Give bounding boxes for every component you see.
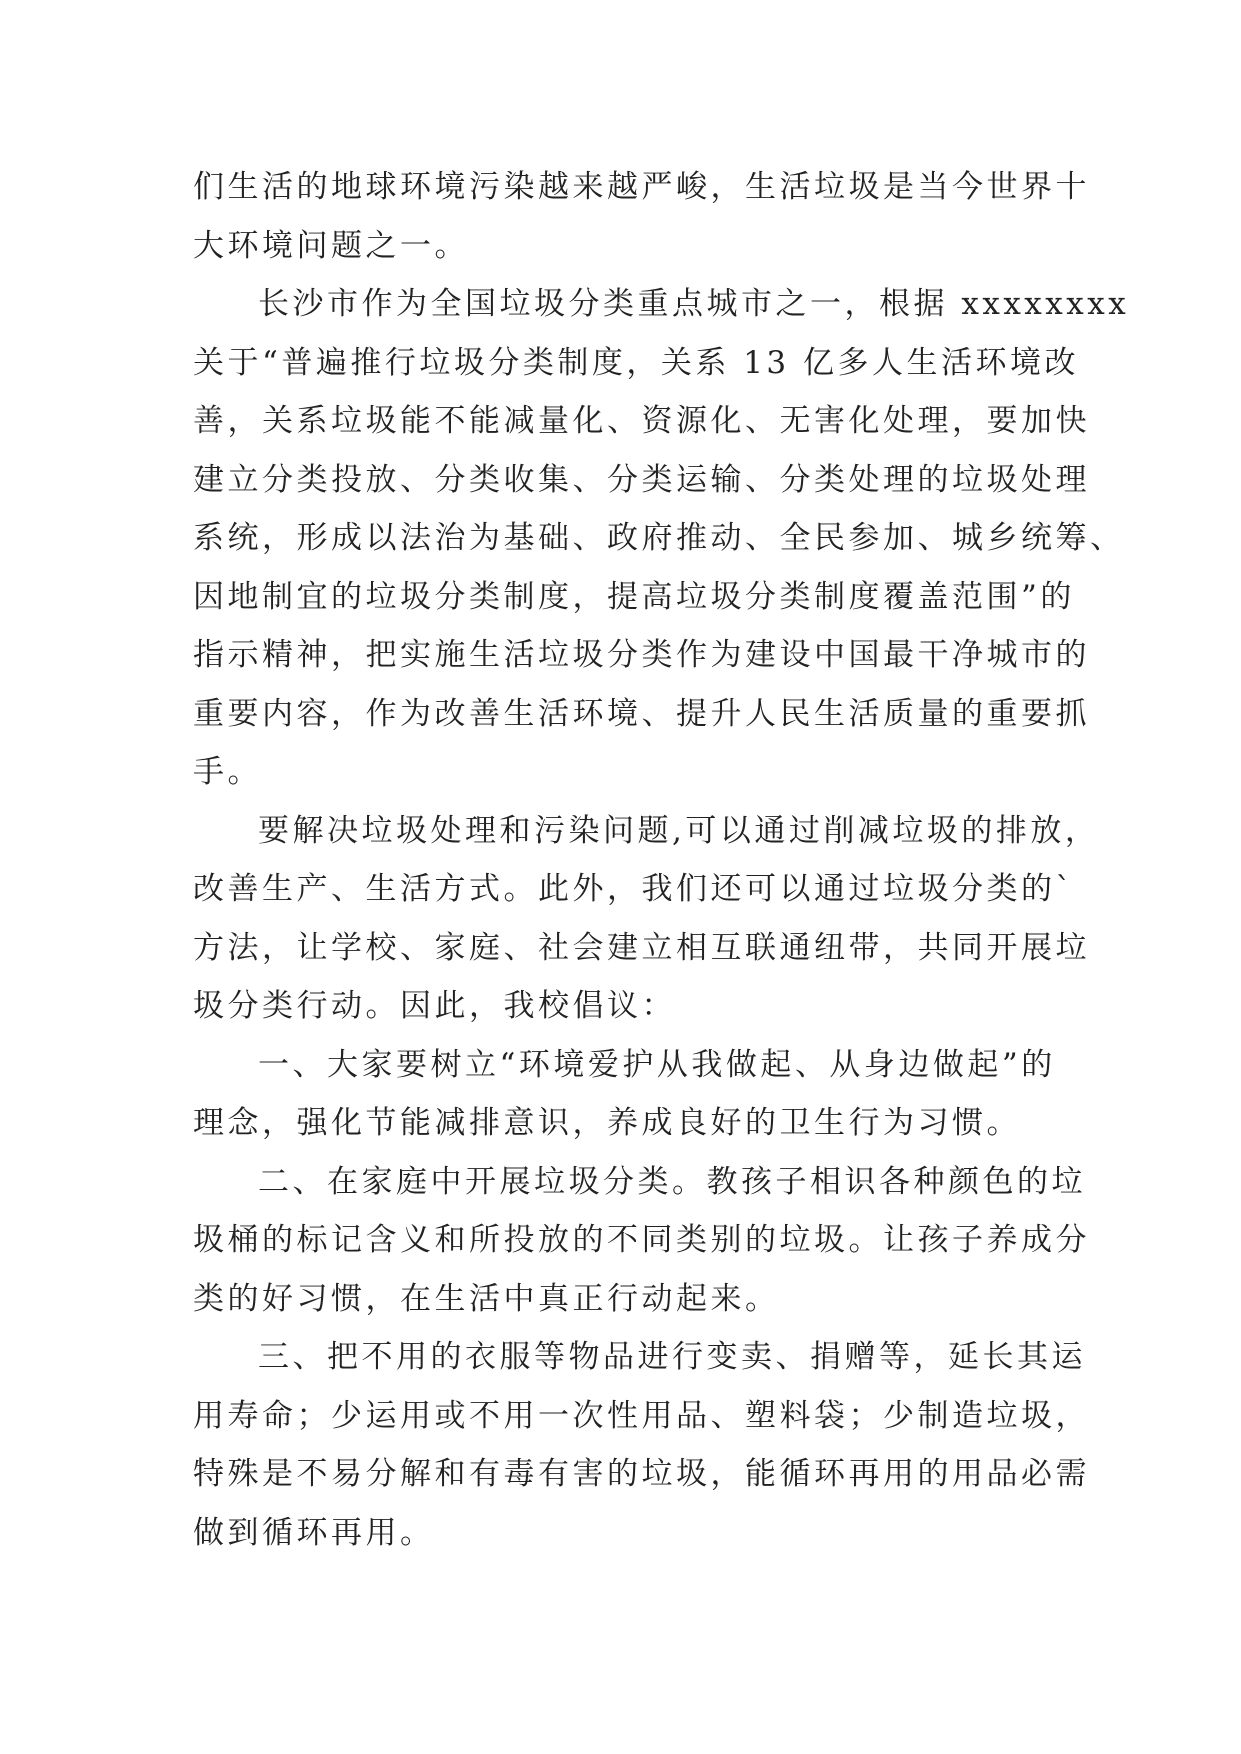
paragraph-line: 系统，形成以法治为基础、政府推动、全民参加、城乡统筹、 bbox=[193, 520, 1125, 556]
paragraph-line: 长沙市作为全国垃圾分类重点城市之一，根据 xxxxxxxx bbox=[258, 286, 1130, 322]
paragraph-line: 大环境问题之一。 bbox=[193, 227, 469, 264]
paragraph-line: 理念，强化节能减排意识，养成良好的卫生行为习惯。 bbox=[193, 1105, 1021, 1141]
paragraph-line: 三、把不用的衣服等物品进行变卖、捐赠等，延长其运 bbox=[258, 1339, 1086, 1375]
paragraph-line: 要解决垃圾处理和污染问题,可以通过削减垃圾的排放， bbox=[258, 812, 1100, 849]
paragraph-line: 手。 bbox=[193, 754, 262, 790]
paragraph-line: 类的好习惯，在生活中真正行动起来。 bbox=[193, 1280, 780, 1317]
paragraph-line: 改善生产、生活方式。此外，我们还可以通过垃圾分类的` bbox=[193, 871, 1075, 907]
paragraph-line: 建立分类投放、分类收集、分类运输、分类处理的垃圾处理 bbox=[193, 461, 1090, 498]
paragraph-line: 圾桶的标记含义和所投放的不同类别的垃圾。让孩子养成分 bbox=[193, 1222, 1090, 1258]
paragraph-line: 善，关系垃圾能不能减量化、资源化、无害化处理，要加快 bbox=[193, 403, 1090, 439]
paragraph-line: 指示精神，把实施生活垃圾分类作为建设中国最干净城市的 bbox=[193, 637, 1090, 673]
paragraph-line: 们生活的地球环境污染越来越严峻，生活垃圾是当今世界十 bbox=[193, 169, 1090, 205]
paragraph-line: 因地制宜的垃圾分类制度，提高垃圾分类制度覆盖范围”的 bbox=[193, 578, 1075, 615]
paragraph-line: 重要内容，作为改善生活环境、提升人民生活质量的重要抓 bbox=[193, 695, 1090, 732]
paragraph-line: 关于“普遍推行垃圾分类制度，关系 13 亿多人生活环境改 bbox=[193, 344, 1079, 381]
paragraph-line: 圾分类行动。因此，我校倡议： bbox=[193, 988, 676, 1024]
paragraph-line: 一、大家要树立“环境爱护从我做起、从身边做起”的 bbox=[258, 1046, 1056, 1083]
paragraph-line: 做到循环再用。 bbox=[193, 1514, 435, 1551]
paragraph-line: 二、在家庭中开展垃圾分类。教孩子相识各种颜色的垃 bbox=[258, 1163, 1086, 1200]
document-body bbox=[193, 158, 1130, 1562]
paragraph-line: 方法，让学校、家庭、社会建立相互联通纽带，共同开展垃 bbox=[193, 929, 1090, 966]
paragraph-line: 特殊是不易分解和有毒有害的垃圾，能循环再用的用品必需 bbox=[193, 1456, 1090, 1492]
paragraph-line: 用寿命；少运用或不用一次性用品、塑料袋；少制造垃圾， bbox=[193, 1397, 1090, 1434]
